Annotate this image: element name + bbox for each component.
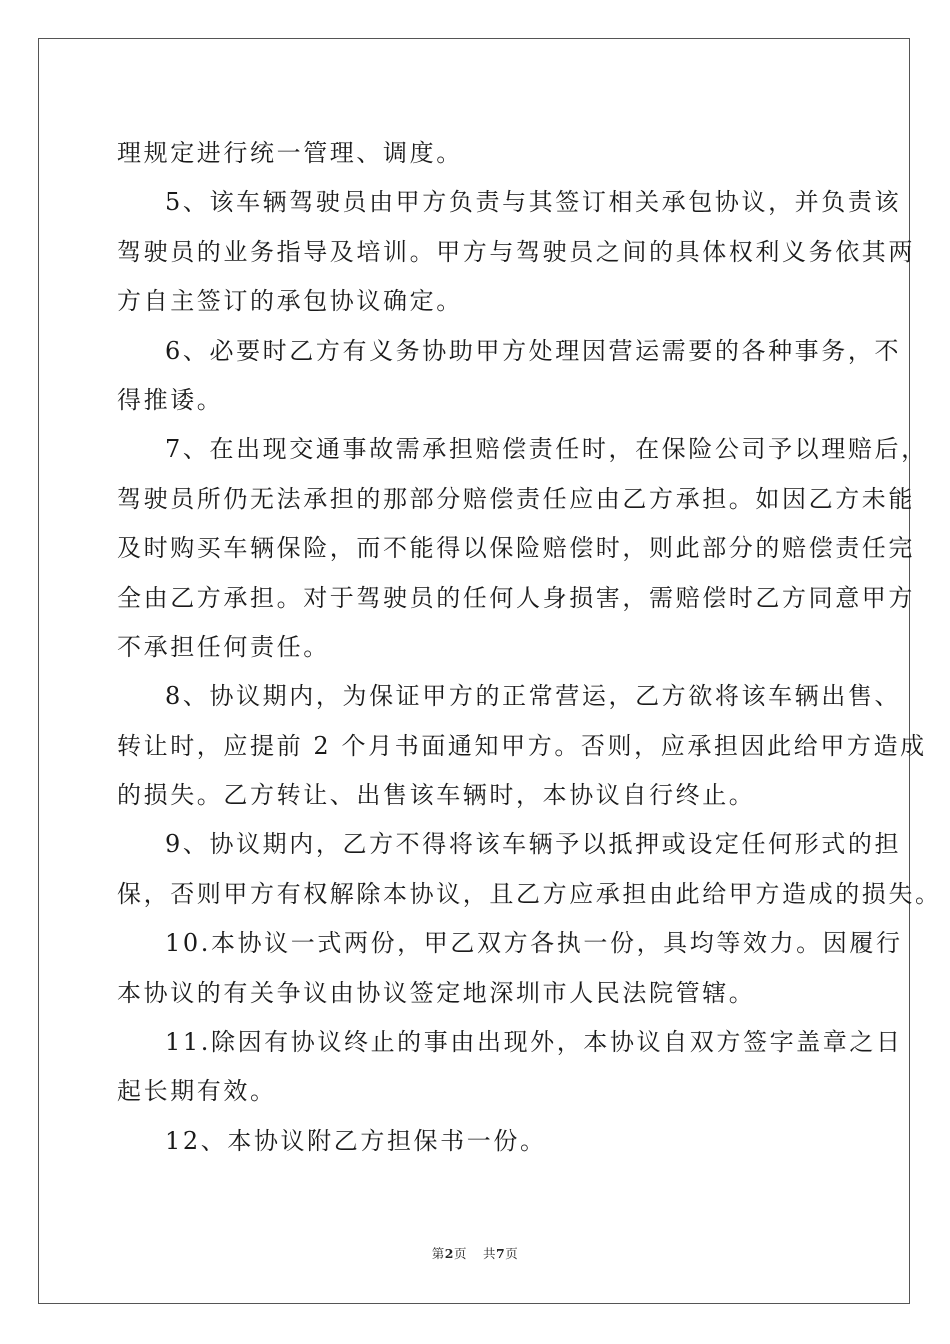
text-line: 驾驶员所仍无法承担的那部分赔偿责任应由乙方承担。如因乙方未能 [117, 484, 915, 513]
page-number-prefix: 第 [431, 1246, 445, 1261]
text-line: 全由乙方承担。对于驾驶员的任何人身损害，需赔偿时乙方同意甲方 [117, 583, 915, 612]
page-total-suffix: 页 [505, 1246, 519, 1261]
text-line: 8、协议期内，为保证甲方的正常营运，乙方欲将该车辆出售、 [165, 682, 902, 711]
text-line: 起长期有效。 [117, 1077, 277, 1106]
page-footer [0, 1244, 950, 1262]
text-line: 的损失。乙方转让、出售该车辆时，本协议自行终止。 [117, 781, 756, 810]
text-line: 转让时，应提前 2 个月书面通知甲方。否则，应承担因此给甲方造成 [117, 731, 927, 760]
text-line: 及时购买车辆保险，而不能得以保险赔偿时，则此部分的赔偿责任完 [117, 534, 915, 563]
text-line: 不承担任何责任。 [117, 632, 330, 661]
document-body [117, 129, 942, 1166]
page-number-suffix: 页 [453, 1246, 467, 1261]
text-line: 12、本协议附乙方担保书一份。 [165, 1126, 547, 1155]
page-total-prefix: 共 [483, 1246, 497, 1261]
text-line: 6、必要时乙方有义务协助甲方处理因营运需要的各种事务，不 [165, 336, 902, 365]
text-line: 理规定进行统一管理、调度。 [117, 139, 463, 167]
text-line: 保，否则甲方有权解除本协议，且乙方应承担由此给甲方造成的损失。 [117, 879, 942, 908]
text-line: 本协议的有关争议由协议签定地深圳市人民法院管辖。 [117, 978, 756, 1007]
text-line: 7、在出现交通事故需承担赔偿责任时，在保险公司予以理赔后， [165, 435, 928, 464]
text-line: 得推诿。 [117, 385, 224, 414]
text-line: 10.本协议一式两份，甲乙双方各执一份，具均等效力。因履行 [165, 929, 903, 958]
text-line: 11.除因有协议终止的事由出现外，本协议自双方签字盖章之日 [165, 1028, 903, 1057]
page-number-current: 2 [444, 1246, 454, 1261]
text-line: 驾驶员的业务指导及培训。甲方与驾驶员之间的具体权利义务依其两 [117, 237, 915, 266]
text-line: 9、协议期内，乙方不得将该车辆予以抵押或设定任何形式的担 [165, 830, 902, 859]
page-total: 7 [496, 1246, 506, 1261]
text-line: 方自主签订的承包协议确定。 [117, 287, 463, 316]
text-line: 5、该车辆驾驶员由甲方负责与其签订相关承包协议，并负责该 [165, 188, 902, 217]
